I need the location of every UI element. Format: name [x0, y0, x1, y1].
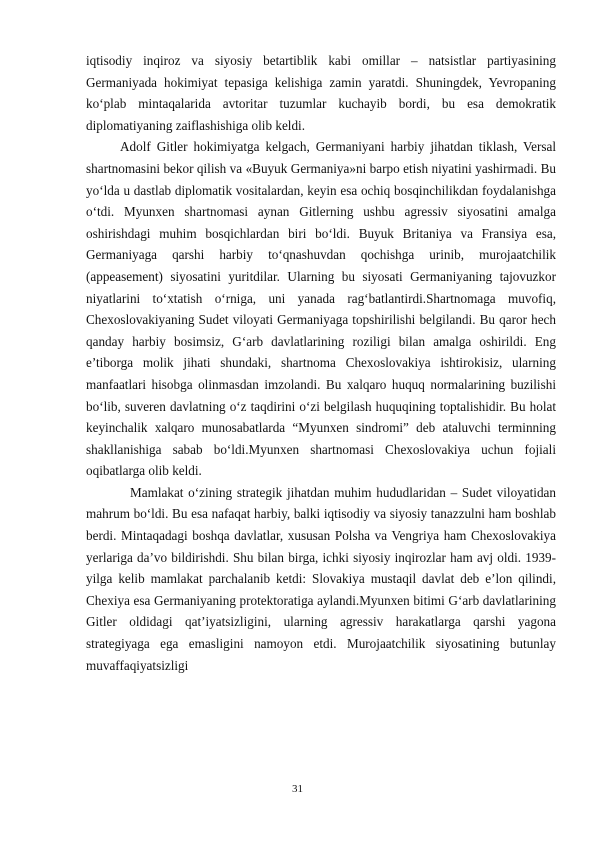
paragraph-consequences: Mamlakat o‘zining strategik jihatdan muhim hududlaridan – Sudet viloyatidan mahrum bo‘ldi. Bu esa nafaqat harbiy, balki iqtisodiy va siyosiy tanazzulni ham boshlab berdi. Mintaqadagi boshqa davlatlar, xususan Polsha va Vengriya ham Chexoslovakiya yerlariga da’vo bildirishdi. Shu bilan birga, ichki siyosiy inqirozlar ham avj oldi. 1939-yilga kelib mamlakat parchalanib ketdi: Slovakiya mustaqil davlat deb e’lon qilindi, Chexiya esa Germaniyaning protektoratiga aylandi.Myunxen bitimi G‘arb davlatlarining Gitler oldidagi qat’iyatsizligini, ularning agressiv harakatlarga qarshi yagona strategiyaga ega emasligini namoyon etdi. Murojaatchilik siyosatining butunlay muvaffaqiyatsizligi — [86, 484, 556, 673]
paragraph-continuation: iqtisodiy inqiroz va siyosiy betartiblik kabi omillar – natsistlar partiyasining Germaniyada hokimiyat tepasiga kelishiga zamin yaratdi. Shuningdek, Yevropaning ko‘plab mintaqalarida avtoritar tuzumlar kuchayib bordi, bu esa demokratik diplomatiyaning zaiflashishiga olib keldi. — [86, 53, 556, 133]
document-page — [86, 50, 556, 676]
paragraph-munich-agreement: Adolf Gitler hokimiyatga kelgach, Germaniyani harbiy jihatdan tiklash, Versal shartnomasini bekor qilish va «Buyuk Germaniya»ni barpo etish niyatini yashirmadi. Bu yo‘lda u dastlab diplomatik vositalardan, keyin esa ochiq bosqinchilikdan foydalanishga o‘tdi. Myunxen shartnomasi aynan Gitlerning ushbu agressiv siyosatini amalga oshirishdagi muhim bosqichlardan biri bo‘ldi. Buyuk Britaniya va Fransiya esa, Germaniyaga qarshi harbiy to‘qnashuvdan qochishga urinib, murojaatchilik (appeasement) siyosatini yuritdilar. Ularning bu siyosati Germaniyaning tajovuzkor niyatlarini to‘xtatish o‘rniga, uni yanada rag‘batlantirdi.Shartnomaga muvofiq, Chexoslovakiyaning Sudet viloyati Germaniyaga topshirilishi belgilandi. Bu qaror hech qanday harbiy bosimsiz, G‘arb davlatlarining roziligi bilan amalga oshirildi. Eng e’tiborga molik jihati shundaki, shartnoma Chexoslovakiya ishtirokisiz, ularning manfaatlari hisobga olinmasdan imzolandi. Bu xalqaro huquq normalarining buzilishi bo‘lib, suveren davlatning o‘z taqdirini o‘zi belgilash huquqining toptalishidir. Bu holat keyinchalik xalqaro munosabatlarda “Myunxen sindromi” deb ataluvchi terminning shakllanishiga sabab bo‘ldi.Myunxen shartnomasi Chexoslovakiya uchun fojiali oqibatlarga olib keldi. — [86, 139, 556, 479]
page-number: 31 — [292, 783, 303, 795]
